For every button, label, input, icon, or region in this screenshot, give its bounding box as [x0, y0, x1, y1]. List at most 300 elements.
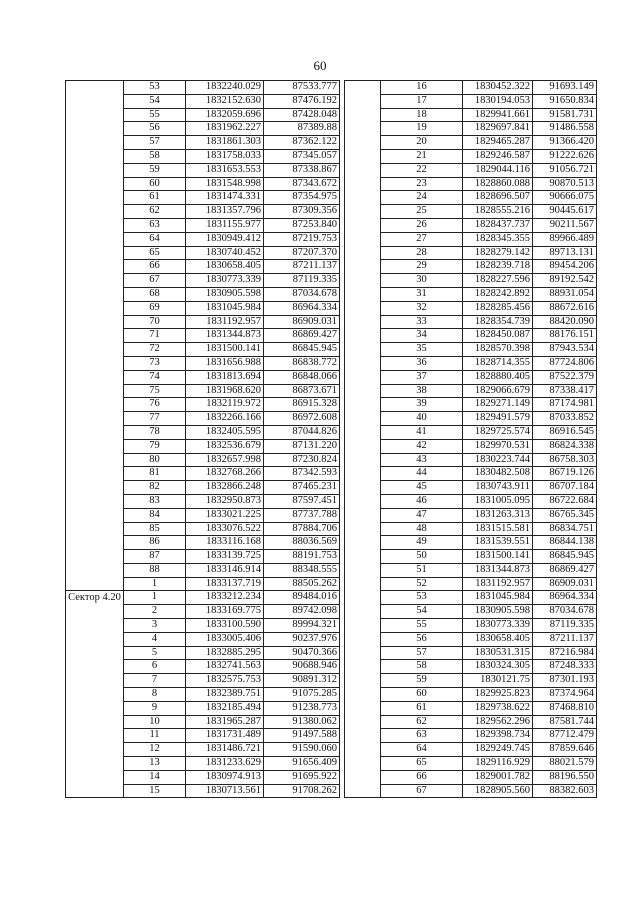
x-coordinate-cell: 1832152.630	[186, 94, 264, 108]
y-coordinate-cell: 91708.262	[264, 784, 340, 798]
y-coordinate-cell: 87522.379	[533, 370, 597, 384]
x-coordinate-cell: 1829697.841	[463, 122, 533, 136]
y-coordinate-cell: 91581.731	[533, 108, 597, 122]
point-number-cell: 64	[381, 743, 463, 757]
x-coordinate-cell: 1830452.322	[463, 81, 533, 95]
point-number-cell: 46	[381, 494, 463, 508]
x-coordinate-cell: 1831515.581	[463, 522, 533, 536]
x-coordinate-cell: 1829925.823	[463, 688, 533, 702]
point-number-cell: 1	[124, 591, 186, 605]
x-coordinate-cell: 1831357.796	[186, 205, 264, 219]
table-row	[345, 481, 597, 495]
point-number-cell: 7	[124, 674, 186, 688]
table-row	[345, 660, 597, 674]
table-row	[345, 729, 597, 743]
x-coordinate-cell: 1831968.620	[186, 384, 264, 398]
table-row	[345, 136, 597, 150]
sector-cell: Сектор 4.20	[66, 591, 124, 798]
table-row	[345, 177, 597, 191]
table-row	[345, 508, 597, 522]
table-row	[345, 467, 597, 481]
point-number-cell: 63	[124, 218, 186, 232]
table-row	[345, 315, 597, 329]
y-coordinate-cell: 86722.684	[533, 494, 597, 508]
point-number-cell: 73	[124, 356, 186, 370]
point-number-cell: 1	[124, 577, 186, 591]
x-coordinate-cell: 1828227.596	[463, 274, 533, 288]
x-coordinate-cell: 1830740.452	[186, 246, 264, 260]
y-coordinate-cell: 88196.550	[533, 770, 597, 784]
x-coordinate-cell: 1833021.225	[186, 508, 264, 522]
table-row	[345, 784, 597, 798]
point-number-cell: 67	[381, 784, 463, 798]
y-coordinate-cell: 86719.126	[533, 467, 597, 481]
y-coordinate-cell: 86915.328	[264, 398, 340, 412]
x-coordinate-cell: 1833146.914	[186, 563, 264, 577]
x-coordinate-cell: 1832536.679	[186, 439, 264, 453]
x-coordinate-cell: 1831344.873	[463, 563, 533, 577]
y-coordinate-cell: 87581.744	[533, 715, 597, 729]
table-row	[345, 274, 597, 288]
x-coordinate-cell: 1833005.406	[186, 632, 264, 646]
y-coordinate-cell: 91693.149	[533, 81, 597, 95]
point-number-cell: 22	[381, 163, 463, 177]
point-number-cell: 81	[124, 467, 186, 481]
point-number-cell: 58	[381, 660, 463, 674]
x-coordinate-cell: 1830121.75	[463, 674, 533, 688]
y-coordinate-cell: 86909.031	[533, 577, 597, 591]
table-row	[345, 94, 597, 108]
y-coordinate-cell: 87362.122	[264, 136, 340, 150]
point-number-cell: 55	[381, 619, 463, 633]
x-coordinate-cell: 1832741.563	[186, 660, 264, 674]
table-row	[66, 591, 340, 605]
point-number-cell: 34	[381, 329, 463, 343]
point-number-cell: 33	[381, 315, 463, 329]
point-number-cell: 51	[381, 563, 463, 577]
x-coordinate-cell: 1832240.029	[186, 81, 264, 95]
x-coordinate-cell: 1831155.977	[186, 218, 264, 232]
y-coordinate-cell: 91075.285	[264, 688, 340, 702]
x-coordinate-cell: 1831861.303	[186, 136, 264, 150]
y-coordinate-cell: 91366.420	[533, 136, 597, 150]
point-number-cell: 60	[124, 177, 186, 191]
y-coordinate-cell: 87338.417	[533, 384, 597, 398]
point-number-cell: 18	[381, 108, 463, 122]
y-coordinate-cell: 87309.356	[264, 205, 340, 219]
point-number-cell: 6	[124, 660, 186, 674]
point-number-cell: 82	[124, 481, 186, 495]
table-row	[345, 370, 597, 384]
point-number-cell: 83	[124, 494, 186, 508]
point-number-cell: 30	[381, 274, 463, 288]
point-number-cell: 54	[381, 605, 463, 619]
point-number-cell: 61	[381, 701, 463, 715]
point-number-cell: 57	[124, 136, 186, 150]
y-coordinate-cell: 86838.772	[264, 356, 340, 370]
x-coordinate-cell: 1829066.679	[463, 384, 533, 398]
point-number-cell: 65	[124, 246, 186, 260]
y-coordinate-cell: 89742.098	[264, 605, 340, 619]
y-coordinate-cell: 87211.137	[533, 632, 597, 646]
x-coordinate-cell: 1831045.984	[186, 301, 264, 315]
y-coordinate-cell: 90445.617	[533, 205, 597, 219]
y-coordinate-cell: 88191.753	[264, 550, 340, 564]
x-coordinate-cell: 1831813.694	[186, 370, 264, 384]
point-number-cell: 62	[381, 715, 463, 729]
table-row	[345, 619, 597, 633]
point-number-cell: 64	[124, 232, 186, 246]
y-coordinate-cell: 87465.231	[264, 481, 340, 495]
y-coordinate-cell: 91380.062	[264, 715, 340, 729]
x-coordinate-cell: 1828354.739	[463, 315, 533, 329]
table-row	[345, 108, 597, 122]
point-number-cell: 8	[124, 688, 186, 702]
x-coordinate-cell: 1828345.355	[463, 232, 533, 246]
point-number-cell: 37	[381, 370, 463, 384]
y-coordinate-cell: 89454.206	[533, 260, 597, 274]
y-coordinate-cell: 91486.558	[533, 122, 597, 136]
y-coordinate-cell: 91656.409	[264, 757, 340, 771]
x-coordinate-cell: 1831965.287	[186, 715, 264, 729]
y-coordinate-cell: 91695.922	[264, 770, 340, 784]
x-coordinate-cell: 1830974.913	[186, 770, 264, 784]
x-coordinate-cell: 1830324.305	[463, 660, 533, 674]
y-coordinate-cell: 86869.427	[533, 563, 597, 577]
table-row	[66, 81, 340, 95]
x-coordinate-cell: 1830531.315	[463, 646, 533, 660]
x-coordinate-cell: 1831233.629	[186, 757, 264, 771]
y-coordinate-cell: 87033.852	[533, 412, 597, 426]
y-coordinate-cell: 87207.370	[264, 246, 340, 260]
point-number-cell: 54	[124, 94, 186, 108]
point-number-cell: 44	[381, 467, 463, 481]
y-coordinate-cell: 87211.137	[264, 260, 340, 274]
point-number-cell: 45	[381, 481, 463, 495]
y-coordinate-cell: 89994.321	[264, 619, 340, 633]
x-coordinate-cell: 1832389.751	[186, 688, 264, 702]
x-coordinate-cell: 1831344.873	[186, 329, 264, 343]
table-row	[345, 301, 597, 315]
table-row	[345, 260, 597, 274]
table-row	[345, 743, 597, 757]
y-coordinate-cell: 89192.542	[533, 274, 597, 288]
y-coordinate-cell: 91222.626	[533, 149, 597, 163]
table-row	[345, 646, 597, 660]
y-coordinate-cell: 89966.489	[533, 232, 597, 246]
y-coordinate-cell: 86845.945	[264, 343, 340, 357]
point-number-cell: 58	[124, 149, 186, 163]
table-row	[345, 591, 597, 605]
y-coordinate-cell: 86916.545	[533, 425, 597, 439]
point-number-cell: 85	[124, 522, 186, 536]
x-coordinate-cell: 1832657.998	[186, 453, 264, 467]
x-coordinate-cell: 1829116.929	[463, 757, 533, 771]
y-coordinate-cell: 87943.534	[533, 343, 597, 357]
x-coordinate-cell: 1831500.141	[186, 343, 264, 357]
x-coordinate-cell: 1830773.339	[463, 619, 533, 633]
y-coordinate-cell: 86869.427	[264, 329, 340, 343]
point-number-cell: 28	[381, 246, 463, 260]
point-number-cell: 25	[381, 205, 463, 219]
y-coordinate-cell: 87338.867	[264, 163, 340, 177]
y-coordinate-cell: 90688.946	[264, 660, 340, 674]
point-number-cell: 69	[124, 301, 186, 315]
page-number: 60	[313, 58, 327, 73]
y-coordinate-cell: 87389.88	[264, 122, 340, 136]
x-coordinate-cell: 1829941.661	[463, 108, 533, 122]
y-coordinate-cell: 86758.303	[533, 453, 597, 467]
point-number-cell: 11	[124, 729, 186, 743]
x-coordinate-cell: 1830905.598	[463, 605, 533, 619]
y-coordinate-cell: 87374.964	[533, 688, 597, 702]
y-coordinate-cell: 86964.334	[533, 591, 597, 605]
x-coordinate-cell: 1828555.216	[463, 205, 533, 219]
table-row	[345, 232, 597, 246]
point-number-cell: 40	[381, 412, 463, 426]
x-coordinate-cell: 1828696.507	[463, 191, 533, 205]
x-coordinate-cell: 1832950.873	[186, 494, 264, 508]
x-coordinate-cell: 1830743.911	[463, 481, 533, 495]
point-number-cell: 43	[381, 453, 463, 467]
y-coordinate-cell: 87597.451	[264, 494, 340, 508]
table-row	[345, 343, 597, 357]
x-coordinate-cell: 1830773.339	[186, 274, 264, 288]
point-number-cell: 66	[381, 770, 463, 784]
y-coordinate-cell: 88672.616	[533, 301, 597, 315]
point-number-cell: 84	[124, 508, 186, 522]
y-coordinate-cell: 87034.678	[264, 287, 340, 301]
x-coordinate-cell: 1829398.734	[463, 729, 533, 743]
y-coordinate-cell: 90211.567	[533, 218, 597, 232]
x-coordinate-cell: 1832405.595	[186, 425, 264, 439]
table-row	[345, 453, 597, 467]
x-coordinate-cell: 1833076.522	[186, 522, 264, 536]
point-number-cell: 29	[381, 260, 463, 274]
point-number-cell: 63	[381, 729, 463, 743]
y-coordinate-cell: 91497.588	[264, 729, 340, 743]
y-coordinate-cell: 87737.788	[264, 508, 340, 522]
x-coordinate-cell: 1831192.957	[463, 577, 533, 591]
point-number-cell: 12	[124, 743, 186, 757]
point-number-cell: 57	[381, 646, 463, 660]
y-coordinate-cell: 87044.826	[264, 425, 340, 439]
y-coordinate-cell: 86964.334	[264, 301, 340, 315]
table-row	[345, 122, 597, 136]
y-coordinate-cell: 88931.054	[533, 287, 597, 301]
point-number-cell: 77	[124, 412, 186, 426]
y-coordinate-cell: 88036.569	[264, 536, 340, 550]
point-number-cell: 2	[124, 605, 186, 619]
point-number-cell: 19	[381, 122, 463, 136]
x-coordinate-cell: 1828570.398	[463, 343, 533, 357]
table-row	[345, 701, 597, 715]
x-coordinate-cell: 1831263.313	[463, 508, 533, 522]
point-number-cell: 9	[124, 701, 186, 715]
x-coordinate-cell: 1832885.295	[186, 646, 264, 660]
y-coordinate-cell: 91056.721	[533, 163, 597, 177]
point-number-cell: 79	[124, 439, 186, 453]
table-row	[345, 191, 597, 205]
table-row	[345, 674, 597, 688]
y-coordinate-cell: 87468.810	[533, 701, 597, 715]
x-coordinate-cell: 1830194.053	[463, 94, 533, 108]
point-number-cell: 68	[124, 287, 186, 301]
y-coordinate-cell: 87119.335	[533, 619, 597, 633]
point-number-cell: 3	[124, 619, 186, 633]
x-coordinate-cell: 1831548.998	[186, 177, 264, 191]
point-number-cell: 39	[381, 398, 463, 412]
point-number-cell: 14	[124, 770, 186, 784]
y-coordinate-cell: 90666.075	[533, 191, 597, 205]
table-row	[345, 425, 597, 439]
x-coordinate-cell: 1828714.355	[463, 356, 533, 370]
point-number-cell: 70	[124, 315, 186, 329]
y-coordinate-cell: 88348.555	[264, 563, 340, 577]
point-number-cell: 65	[381, 757, 463, 771]
x-coordinate-cell: 1830905.598	[186, 287, 264, 301]
point-number-cell: 78	[124, 425, 186, 439]
y-coordinate-cell: 88505.262	[264, 577, 340, 591]
x-coordinate-cell: 1831539.551	[463, 536, 533, 550]
point-number-cell: 41	[381, 425, 463, 439]
x-coordinate-cell: 1831500.141	[463, 550, 533, 564]
y-coordinate-cell: 87354.975	[264, 191, 340, 205]
point-number-cell: 87	[124, 550, 186, 564]
x-coordinate-cell: 1833116.168	[186, 536, 264, 550]
point-number-cell: 31	[381, 287, 463, 301]
point-number-cell: 71	[124, 329, 186, 343]
sector-cell	[66, 81, 124, 591]
y-coordinate-cell: 87724.806	[533, 356, 597, 370]
coordinates-table-right	[344, 80, 597, 798]
sector-cell	[345, 81, 381, 798]
y-coordinate-cell: 86834.751	[533, 522, 597, 536]
point-number-cell: 21	[381, 149, 463, 163]
y-coordinate-cell: 86765.345	[533, 508, 597, 522]
table-row	[345, 494, 597, 508]
point-number-cell: 52	[381, 577, 463, 591]
y-coordinate-cell: 87119.335	[264, 274, 340, 288]
table-row	[345, 550, 597, 564]
point-number-cell: 17	[381, 94, 463, 108]
point-number-cell: 36	[381, 356, 463, 370]
x-coordinate-cell: 1830658.405	[186, 260, 264, 274]
coordinates-table-left	[65, 80, 340, 798]
x-coordinate-cell: 1833169.775	[186, 605, 264, 619]
table-row	[345, 577, 597, 591]
x-coordinate-cell: 1833212.234	[186, 591, 264, 605]
point-number-cell: 53	[124, 81, 186, 95]
point-number-cell: 61	[124, 191, 186, 205]
point-number-cell: 10	[124, 715, 186, 729]
x-coordinate-cell: 1833137.719	[186, 577, 264, 591]
x-coordinate-cell: 1829725.574	[463, 425, 533, 439]
table-row	[345, 605, 597, 619]
point-number-cell: 16	[381, 81, 463, 95]
y-coordinate-cell: 87174.981	[533, 398, 597, 412]
y-coordinate-cell: 86873.671	[264, 384, 340, 398]
x-coordinate-cell: 1831474.331	[186, 191, 264, 205]
point-number-cell: 27	[381, 232, 463, 246]
table-row	[345, 205, 597, 219]
table-row	[345, 218, 597, 232]
point-number-cell: 76	[124, 398, 186, 412]
x-coordinate-cell: 1831962.227	[186, 122, 264, 136]
y-coordinate-cell: 88382.603	[533, 784, 597, 798]
x-coordinate-cell: 1832185.494	[186, 701, 264, 715]
table-row	[345, 149, 597, 163]
y-coordinate-cell: 87253.840	[264, 218, 340, 232]
point-number-cell: 86	[124, 536, 186, 550]
point-number-cell: 72	[124, 343, 186, 357]
table-row	[345, 329, 597, 343]
point-number-cell: 55	[124, 108, 186, 122]
y-coordinate-cell: 90237.976	[264, 632, 340, 646]
table-row	[345, 163, 597, 177]
point-number-cell: 5	[124, 646, 186, 660]
x-coordinate-cell: 1831045.984	[463, 591, 533, 605]
table-row	[345, 563, 597, 577]
y-coordinate-cell: 87342.593	[264, 467, 340, 481]
point-number-cell: 66	[124, 260, 186, 274]
x-coordinate-cell: 1828880.405	[463, 370, 533, 384]
table-row	[345, 81, 597, 95]
y-coordinate-cell: 87131.220	[264, 439, 340, 453]
point-number-cell: 74	[124, 370, 186, 384]
x-coordinate-cell: 1832768.266	[186, 467, 264, 481]
x-coordinate-cell: 1832266.166	[186, 412, 264, 426]
y-coordinate-cell: 87428.048	[264, 108, 340, 122]
y-coordinate-cell: 88021.579	[533, 757, 597, 771]
point-number-cell: 56	[381, 632, 463, 646]
x-coordinate-cell: 1830223.744	[463, 453, 533, 467]
y-coordinate-cell: 90891.312	[264, 674, 340, 688]
table-row	[345, 536, 597, 550]
x-coordinate-cell: 1830658.405	[463, 632, 533, 646]
x-coordinate-cell: 1828242.892	[463, 287, 533, 301]
point-number-cell: 75	[124, 384, 186, 398]
y-coordinate-cell: 86909.031	[264, 315, 340, 329]
y-coordinate-cell: 87216.984	[533, 646, 597, 660]
y-coordinate-cell: 87859.646	[533, 743, 597, 757]
point-number-cell: 23	[381, 177, 463, 191]
y-coordinate-cell: 91650.834	[533, 94, 597, 108]
point-number-cell: 32	[381, 301, 463, 315]
table-row	[345, 246, 597, 260]
y-coordinate-cell: 87476.192	[264, 94, 340, 108]
x-coordinate-cell: 1828285.456	[463, 301, 533, 315]
point-number-cell: 62	[124, 205, 186, 219]
table-row	[345, 398, 597, 412]
y-coordinate-cell: 86844.138	[533, 536, 597, 550]
table-row	[345, 632, 597, 646]
table-row	[345, 522, 597, 536]
x-coordinate-cell: 1828860.088	[463, 177, 533, 191]
x-coordinate-cell: 1829738.622	[463, 701, 533, 715]
point-number-cell: 59	[124, 163, 186, 177]
x-coordinate-cell: 1832575.753	[186, 674, 264, 688]
point-number-cell: 80	[124, 453, 186, 467]
y-coordinate-cell: 86972.608	[264, 412, 340, 426]
x-coordinate-cell: 1831192.957	[186, 315, 264, 329]
table-row	[345, 757, 597, 771]
y-coordinate-cell: 90870.513	[533, 177, 597, 191]
x-coordinate-cell: 1831731.489	[186, 729, 264, 743]
table-row	[345, 412, 597, 426]
x-coordinate-cell: 1829465.287	[463, 136, 533, 150]
point-number-cell: 42	[381, 439, 463, 453]
